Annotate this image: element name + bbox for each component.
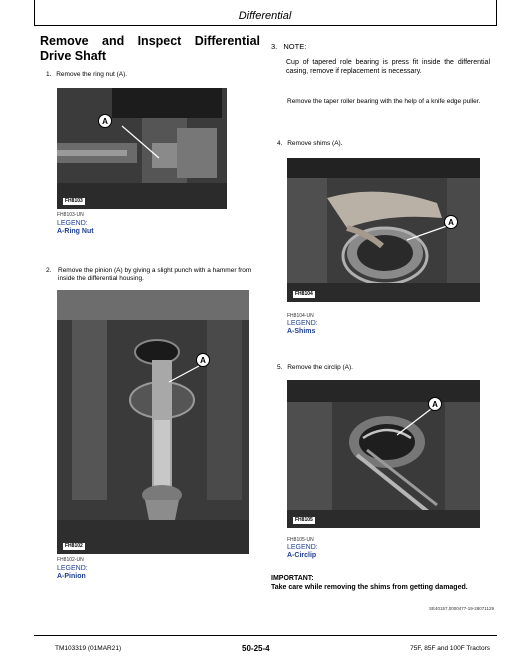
legend-1-item: A-Ring Nut xyxy=(57,228,94,235)
photo-3-id: FH8104 xyxy=(295,291,313,297)
header-title: Differential xyxy=(238,10,292,22)
step-2 xyxy=(46,267,268,283)
step-4-text: Remove shims (A). xyxy=(287,140,343,147)
legend-1 xyxy=(57,220,94,236)
doc-reference: SE40157,0000477-19-28071129 xyxy=(429,606,494,611)
photo-circlip xyxy=(287,380,480,528)
step-4-number: 4. xyxy=(277,140,283,147)
legend-2-title: LEGEND: xyxy=(57,565,88,572)
step-5-number: 5. xyxy=(277,364,283,371)
photo-1-callout: A xyxy=(102,117,108,126)
legend-2-item: A-Pinion xyxy=(57,573,86,580)
photo-4-id: FH8105 xyxy=(295,517,313,523)
photo-1-id: FH8103 xyxy=(65,198,83,204)
step-3 xyxy=(271,42,306,51)
note-text-2: Remove the taper roller bearing with the help of a knife edge puller. xyxy=(287,98,481,105)
photo-ring-nut xyxy=(57,88,227,209)
legend-3 xyxy=(287,320,318,336)
legend-3-title: LEGEND: xyxy=(287,320,318,327)
header-rule xyxy=(34,25,497,26)
section-title: Remove and Inspect Differential Drive Shaft xyxy=(40,34,260,63)
step-1-number: 1. xyxy=(46,71,52,78)
figure-2-ref: FH8102-UN xyxy=(57,557,84,563)
photo-2-id: FH8102 xyxy=(65,543,83,549)
important-title: IMPORTANT: xyxy=(271,575,314,582)
legend-2 xyxy=(57,565,88,581)
figure-1-ref: FH8103-UN xyxy=(57,212,84,218)
photo-3-callout: A xyxy=(448,218,454,227)
important-text: Take care while removing the shims from getting damaged. xyxy=(271,584,468,591)
step-3-number: 3. xyxy=(271,42,278,51)
step-2-text: Remove the pinion (A) by giving a slight punch with a hammer from inside the differential housing. xyxy=(58,267,252,282)
figure-3-ref: FH8104-UN xyxy=(287,313,314,319)
photo-shims xyxy=(287,158,480,302)
photo-pinion xyxy=(57,290,249,554)
legend-4 xyxy=(287,544,318,560)
note-label: NOTE: xyxy=(283,42,307,51)
footer-left: TM103319 (01MAR21) xyxy=(55,645,122,652)
note-text: Cup of tapered role bearing is press fit inside the differential casing, remove if replacement is necessary. xyxy=(286,59,490,75)
photo-4-callout: A xyxy=(432,400,438,409)
step-5-text: Remove the circlip (A). xyxy=(287,364,353,371)
step-1-text: Remove the ring nut (A). xyxy=(56,71,128,78)
step-2-number: 2. xyxy=(46,267,52,274)
legend-3-item: A-Shims xyxy=(287,328,316,335)
legend-1-title: LEGEND: xyxy=(57,220,88,227)
legend-4-item: A-Circlip xyxy=(287,552,317,559)
step-4 xyxy=(277,140,343,148)
legend-4-title: LEGEND: xyxy=(287,544,318,551)
footer-rule xyxy=(34,635,497,636)
step-5 xyxy=(277,364,353,372)
footer-right: 75F, 85F and 100F Tractors xyxy=(410,645,490,652)
photo-2-callout: A xyxy=(200,356,206,365)
figure-4-ref: FH8105-UN xyxy=(287,537,314,543)
page-number: 50-25-4 xyxy=(242,644,270,653)
step-1 xyxy=(46,71,256,79)
